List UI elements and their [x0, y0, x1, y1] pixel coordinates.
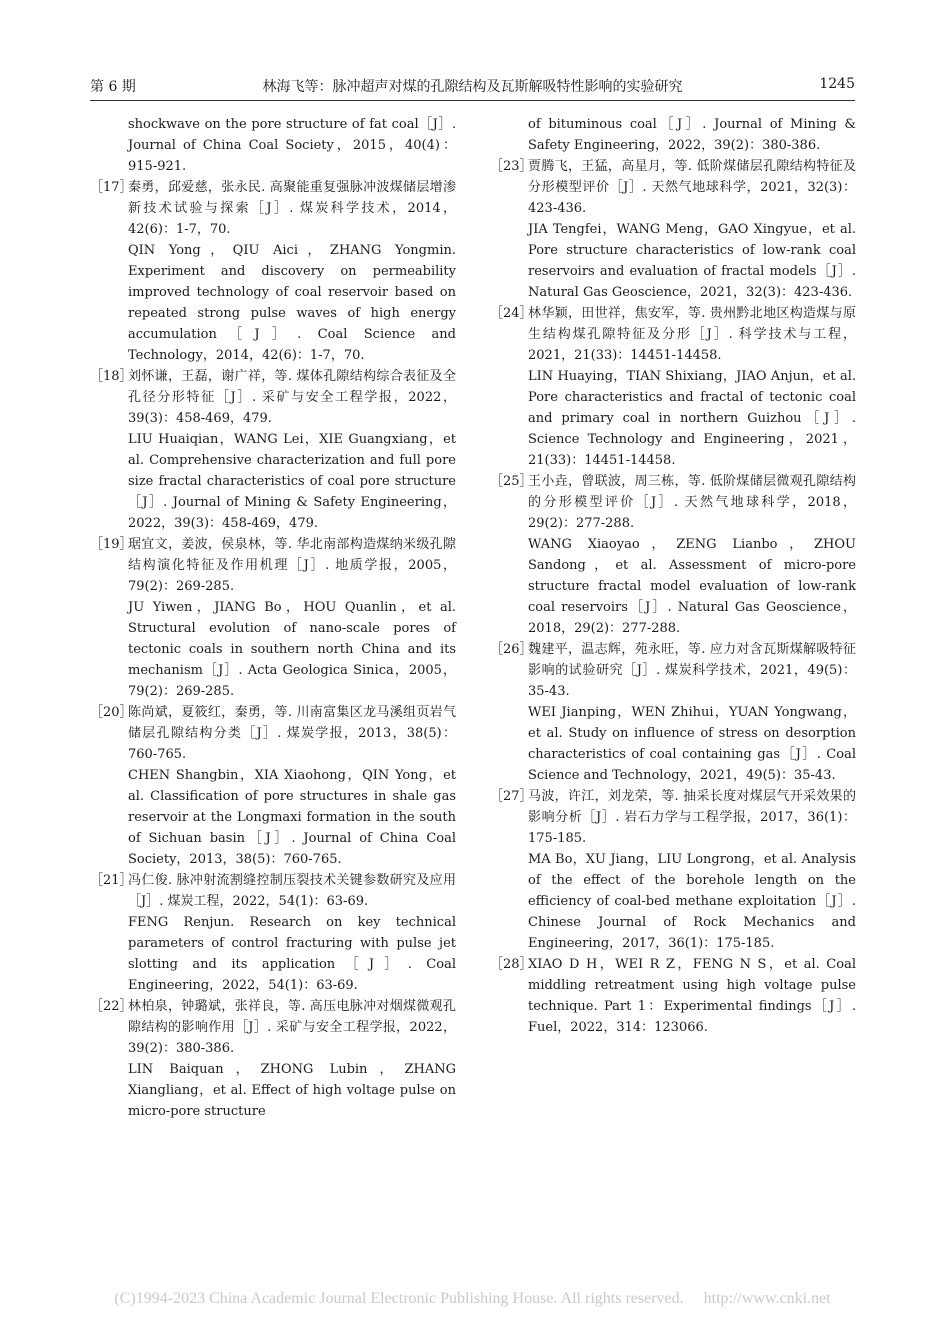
reference-entry: [90, 996, 456, 1122]
reference-text-english: CHEN Shangbin，XIA Xiaohong，QIN Yong，et al. Classification of pore structures in shale gas reservoir at the Longmaxi formation in the south of Sichuan basin［J］. Journal of China Coal Society，2013，38(5)：760-765.: [128, 768, 456, 867]
reference-number: ［27］: [490, 789, 533, 804]
cnki-link[interactable]: http://www.cnki.net: [703, 1290, 831, 1307]
reference-text-english: LIN Baiquan，ZHONG Lubin，ZHANG Xiangliang，et al. Effect of high voltage pulse on micro-pore structure: [128, 1062, 456, 1119]
reference-entry: [490, 471, 856, 639]
reference-entry: [90, 534, 456, 702]
reference-entry: [490, 954, 856, 1038]
issue-number: 第 6 期: [90, 79, 136, 95]
reference-number: ［19］: [90, 537, 133, 552]
reference-text-english: WANG Xiaoyao，ZENG Lianbo，ZHOU Sandong，et al. Assessment of micro-pore structure fractal model evaluation of low-rank coal reservoirs［J］. Natural Gas Geoscience，2018，29(2)：277-288.: [528, 537, 856, 636]
reference-text-english: JU Yiwen，JIANG Bo，HOU Quanlin，et al. Structural evolution of nano-scale pores of tectonic coals in southern north China and its mechanism［J］. Acta Geologica Sinica，2005，79(2)：269-285.: [128, 600, 456, 699]
page-number: 1245: [819, 76, 855, 92]
reference-text-english: WEI Jianping，WEN Zhihui，YUAN Yongwang，et al. Study on influence of stress on desorption characteristics of coal containing gas［J］. Coal Science and Technology，2021，49(5)：35-43.: [528, 705, 856, 783]
reference-number: ［28］: [490, 957, 533, 972]
reference-text-chinese: 王小垚，曾联波，周三栋，等. 低阶煤储层微观孔隙结构的分形模型评价［J］. 天然气地球科学，2018，29(2)：277-288.: [528, 474, 856, 531]
reference-entry: [490, 786, 856, 954]
reference-entry: [90, 114, 456, 177]
reference-entry: [490, 156, 856, 303]
reference-text-chinese: 秦勇，邱爱慈，张永民. 高聚能重复强脉冲波煤储层增渗新技术试验与探索［J］. 煤炭科学技术，2014，42(6)：1-7，70.: [128, 180, 456, 237]
copyright-footer: [0, 1290, 945, 1308]
reference-number: ［20］: [90, 705, 133, 720]
reference-entry: [490, 639, 856, 786]
reference-number: ［22］: [90, 999, 133, 1014]
reference-text-english: JIA Tengfei，WANG Meng，GAO Xingyue，et al. Pore structure characteristics of low-rank coal reservoirs and evaluation of fractal models［J］. Natural Gas Geoscience，2021，32(3)：423-436.: [528, 222, 856, 300]
reference-text-chinese: 冯仁俊. 脉冲射流割缝控制压裂技术关键参数研究及应用［J］. 煤炭工程，2022，54(1)：63-69.: [128, 873, 456, 909]
reference-entry: [490, 114, 856, 156]
reference-entry: [90, 702, 456, 870]
reference-text-english: LIU Huaiqian，WANG Lei，XIE Guangxiang，et al. Comprehensive characterization and full pore size fractal characteristics of coal pore structure［J］. Journal of Mining & Safety Engineering，2022，39(3)：458-469，479.: [128, 432, 456, 531]
reference-text-chinese: 林柏泉，钟璐斌，张祥良，等. 高压电脉冲对烟煤微观孔隙结构的影响作用［J］. 采矿与安全工程学报，2022，39(2)：380-386.: [128, 999, 456, 1056]
reference-text-english: QIN Yong，QIU Aici，ZHANG Yongmin. Experiment and discovery on permeability improved technology of coal reservoir based on repeated strong pulse waves of high energy accumulation［J］. Coal Science and Technology，2014，42(6)：1-7，70.: [128, 243, 456, 363]
reference-text-chinese: 陈尚斌，夏筱红，秦勇，等. 川南富集区龙马溪组页岩气储层孔隙结构分类［J］. 煤炭学报，2013，38(5)：760-765.: [128, 705, 456, 762]
references-left-column: [90, 114, 456, 1122]
reference-text-english: MA Bo，XU Jiang，LIU Longrong，et al. Analysis of the effect of the borehole length on the efficiency of coal-bed methane exploitation［J］. Chinese Journal of Rock Mechanics and Engineering，2017，36(1)：175-185.: [528, 852, 856, 951]
reference-text-english: FENG Renjun. Research on key technical parameters of control fracturing with pulse jet slotting and its application［J］. Coal Engineering，2022，54(1)：63-69.: [128, 915, 456, 993]
reference-number: ［21］: [90, 873, 133, 888]
reference-text-chinese: 马波，许江，刘龙荣，等. 抽采长度对煤层气开采效果的影响分析［J］. 岩石力学与工程学报，2017，36(1)：175-185.: [528, 789, 856, 846]
reference-text-chinese: 刘怀谦，王磊，谢广祥，等. 煤体孔隙结构综合表征及全孔径分形特征［J］. 采矿与安全工程学报，2022，39(3)：458-469，479.: [128, 369, 456, 426]
references-right-column: [490, 114, 856, 1038]
reference-text-chinese: 贾腾飞，王猛，高星月，等. 低阶煤储层孔隙结构特征及分形模型评价［J］. 天然气地球科学，2021，32(3)：423-436.: [528, 159, 856, 216]
reference-entry: [90, 870, 456, 996]
reference-entry: [90, 177, 456, 366]
reference-number: ［26］: [490, 642, 533, 657]
running-header: [90, 76, 855, 96]
reference-text-english: XIAO D H，WEI R Z，FENG N S，et al. Coal middling retreatment using high voltage pulse technique. Part 1：Experimental findings［J］. Fuel，2022，314：123066.: [528, 957, 856, 1035]
reference-number: ［23］: [490, 159, 533, 174]
header-rule: [90, 100, 855, 101]
running-title: 林海飞等：脉冲超声对煤的孔隙结构及瓦斯解吸特性影响的实验研究: [262, 79, 683, 95]
reference-text-chinese: 魏建平，温志辉，苑永旺，等. 应力对含瓦斯煤解吸特征影响的试验研究［J］. 煤炭科学技术，2021，49(5)：35-43.: [528, 642, 856, 699]
reference-text-english: of bituminous coal［J］. Journal of Mining & Safety Engineering，2022，39(2)：380-386.: [528, 117, 856, 153]
reference-text-english: shockwave on the pore structure of fat coal［J］. Journal of China Coal Society，2015，40(4)：915-921.: [128, 117, 456, 174]
reference-entry: [490, 303, 856, 471]
reference-text-chinese: 琚宜文，姜波，侯泉林，等. 华北南部构造煤纳米级孔隙结构演化特征及作用机理［J］. 地质学报，2005，79(2)：269-285.: [128, 537, 456, 594]
reference-number: ［24］: [490, 306, 533, 321]
reference-number: ［18］: [90, 369, 133, 384]
reference-text-chinese: 林华颖，田世祥，焦安军，等. 贵州黔北地区构造煤与原生结构煤孔隙特征及分形［J］. 科学技术与工程，2021，21(33)：14451-14458.: [528, 306, 856, 363]
reference-entry: [90, 366, 456, 534]
reference-number: ［17］: [90, 180, 133, 195]
reference-number: ［25］: [490, 474, 533, 489]
copyright-text: (C)1994-2023 China Academic Journal Electronic Publishing House. All rights reserved.: [114, 1290, 684, 1307]
reference-text-english: LIN Huaying，TIAN Shixiang，JIAO Anjun，et al. Pore characteristics and fractal of tectonic coal and primary coal in northern Guizhou［J］. Science Technology and Engineering，2021，21(33)：14451-14458.: [528, 369, 856, 468]
